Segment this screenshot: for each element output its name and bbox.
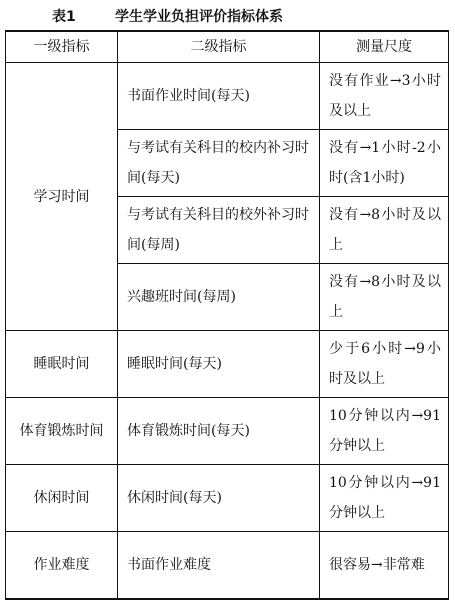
- table-row: [6, 398, 449, 465]
- header-primary-indicator: 一级指标: [6, 31, 118, 63]
- secondary-indicator-cell: 与考试有关科目的校外补习时间(每周): [118, 197, 320, 264]
- table-row: [6, 63, 449, 130]
- evaluation-index-table: [5, 30, 449, 600]
- primary-indicator-cell: 睡眠时间: [6, 331, 118, 398]
- header-measurement-scale: 测量尺度: [320, 31, 449, 63]
- secondary-indicator-cell: 休闲时间(每天): [118, 465, 320, 532]
- table-header: [6, 31, 449, 63]
- secondary-indicator-cell: 体育锻炼时间(每天): [118, 398, 320, 465]
- primary-indicator-cell: 体育锻炼时间: [6, 398, 118, 465]
- measurement-scale-cell: 没有→1小时-2小时(含1小时): [320, 130, 449, 197]
- secondary-indicator-cell: 睡眠时间(每天): [118, 331, 320, 398]
- measurement-scale-cell: 没有→8小时及以上: [320, 197, 449, 264]
- secondary-indicator-cell: 书面作业时间(每天): [118, 63, 320, 130]
- measurement-scale-cell: 10分钟以内→91分钟以上: [320, 398, 449, 465]
- measurement-scale-cell: 少于6小时→9小时及以上: [320, 331, 449, 398]
- table-row: [6, 331, 449, 398]
- primary-indicator-cell: 学习时间: [6, 63, 118, 331]
- measurement-scale-cell: 10分钟以内→91分钟以上: [320, 465, 449, 532]
- measurement-scale-cell: 没有→8小时及以上: [320, 264, 449, 331]
- table-body: [6, 63, 449, 600]
- measurement-scale-cell: 没有作业→3小时及以上: [320, 63, 449, 130]
- table-row: [6, 465, 449, 532]
- header-row: [6, 31, 449, 63]
- secondary-indicator-cell: 与考试有关科目的校内补习时间(每天): [118, 130, 320, 197]
- secondary-indicator-cell: 兴趣班时间(每周): [118, 264, 320, 331]
- table-row: [6, 532, 449, 600]
- table-caption: [0, 0, 455, 30]
- table-title: 学生学业负担评价指标体系: [115, 9, 283, 25]
- table-number: 表1: [52, 9, 76, 25]
- primary-indicator-cell: 作业难度: [6, 532, 118, 600]
- header-secondary-indicator: 二级指标: [118, 31, 320, 63]
- primary-indicator-cell: 休闲时间: [6, 465, 118, 532]
- measurement-scale-cell: 很容易→非常难: [320, 532, 449, 600]
- secondary-indicator-cell: 书面作业难度: [118, 532, 320, 600]
